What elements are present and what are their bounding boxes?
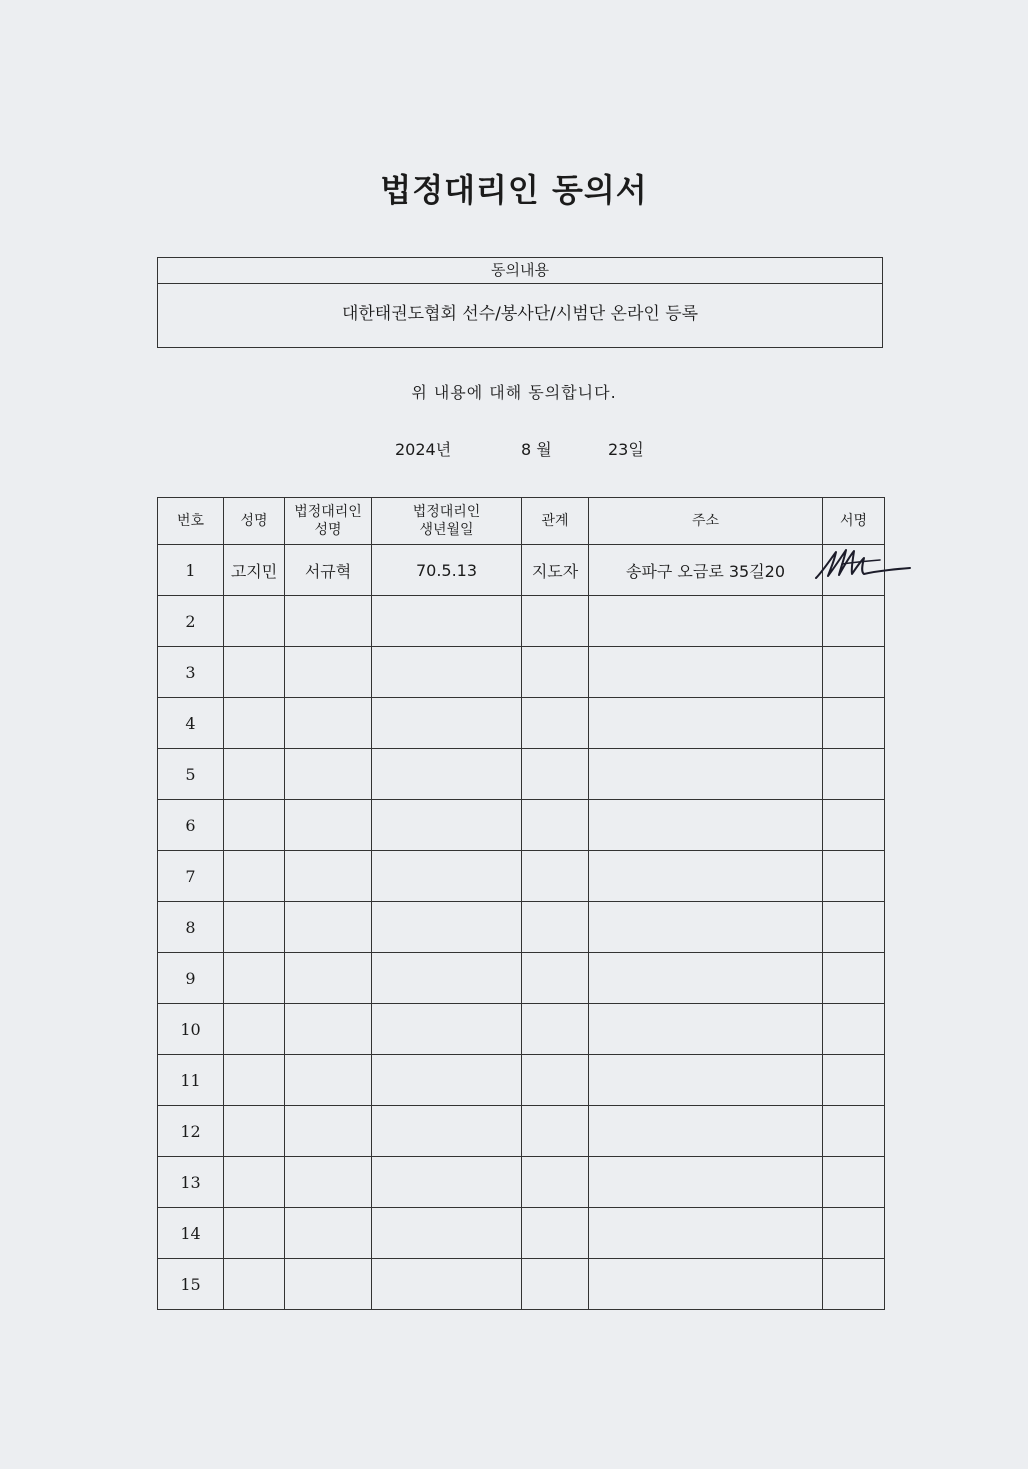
header-guardian-birth-line1: 법정대리인 xyxy=(412,504,481,520)
cell-guardian-birth xyxy=(372,698,522,749)
cell-relation xyxy=(522,698,589,749)
cell-guardian-birth xyxy=(372,902,522,953)
table-row xyxy=(158,1157,885,1208)
cell-guardian-name xyxy=(285,902,372,953)
cell-guardian-birth xyxy=(372,647,522,698)
cell-no: 1 xyxy=(158,545,224,596)
cell-guardian-name xyxy=(285,1208,372,1259)
table-row xyxy=(158,1106,885,1157)
cell-guardian-birth xyxy=(372,1004,522,1055)
cell-relation xyxy=(522,1004,589,1055)
cell-name xyxy=(224,749,285,800)
cell-signature xyxy=(823,902,885,953)
cell-name xyxy=(224,1106,285,1157)
cell-guardian-name xyxy=(285,1157,372,1208)
cell-no: 5 xyxy=(158,749,224,800)
cell-signature xyxy=(823,1157,885,1208)
cell-address xyxy=(589,953,823,1004)
table-row xyxy=(158,1259,885,1310)
cell-guardian-name xyxy=(285,749,372,800)
cell-no: 9 xyxy=(158,953,224,1004)
cell-relation xyxy=(522,1259,589,1310)
table-row xyxy=(158,545,885,596)
cell-guardian-name xyxy=(285,1259,372,1310)
page-title: 법정대리인 동의서 xyxy=(380,171,648,209)
cell-relation: 지도자 xyxy=(522,545,589,596)
cell-signature xyxy=(823,1208,885,1259)
cell-no: 3 xyxy=(158,647,224,698)
cell-relation xyxy=(522,902,589,953)
cell-name xyxy=(224,953,285,1004)
consent-content-box xyxy=(157,257,883,348)
cell-signature xyxy=(823,698,885,749)
cell-name xyxy=(224,1259,285,1310)
cell-no: 7 xyxy=(158,851,224,902)
cell-signature xyxy=(823,647,885,698)
cell-no: 14 xyxy=(158,1208,224,1259)
consent-header: 동의내용 xyxy=(158,258,882,284)
table-row xyxy=(158,1004,885,1055)
cell-guardian-birth xyxy=(372,800,522,851)
header-name: 성명 xyxy=(224,498,285,545)
header-guardian-birth xyxy=(372,498,522,545)
registration-table xyxy=(157,497,885,1310)
cell-guardian-name xyxy=(285,851,372,902)
table-row xyxy=(158,1055,885,1106)
cell-address xyxy=(589,749,823,800)
consent-statement: 위 내용에 대해 동의합니다. xyxy=(411,383,617,402)
header-signature: 서명 xyxy=(823,498,885,545)
cell-guardian-birth xyxy=(372,851,522,902)
cell-guardian-birth xyxy=(372,1106,522,1157)
cell-guardian-name xyxy=(285,1106,372,1157)
cell-relation xyxy=(522,1055,589,1106)
cell-no: 4 xyxy=(158,698,224,749)
cell-name xyxy=(224,800,285,851)
header-guardian-name-line2: 성명 xyxy=(314,522,342,538)
cell-guardian-birth xyxy=(372,953,522,1004)
cell-address xyxy=(589,1208,823,1259)
header-relation: 관계 xyxy=(522,498,589,545)
cell-relation xyxy=(522,1157,589,1208)
cell-guardian-birth xyxy=(372,596,522,647)
table-row xyxy=(158,749,885,800)
cell-relation xyxy=(522,596,589,647)
consent-content: 대한태권도협회 선수/봉사단/시범단 온라인 등록 xyxy=(341,304,699,324)
cell-guardian-name xyxy=(285,647,372,698)
date-month: 8 월 xyxy=(521,440,552,459)
cell-name xyxy=(224,647,285,698)
cell-signature xyxy=(823,1106,885,1157)
cell-signature xyxy=(823,1004,885,1055)
handwritten-signature xyxy=(812,544,916,584)
cell-signature xyxy=(823,800,885,851)
cell-signature xyxy=(823,851,885,902)
table-row xyxy=(158,902,885,953)
cell-address xyxy=(589,647,823,698)
cell-address xyxy=(589,1259,823,1310)
cell-no: 10 xyxy=(158,1004,224,1055)
table-row xyxy=(158,698,885,749)
table-row xyxy=(158,800,885,851)
cell-signature xyxy=(823,1055,885,1106)
cell-name xyxy=(224,1055,285,1106)
cell-relation xyxy=(522,851,589,902)
cell-signature xyxy=(823,749,885,800)
table-header-row xyxy=(158,498,885,545)
cell-guardian-name xyxy=(285,1055,372,1106)
cell-address xyxy=(589,596,823,647)
cell-no: 15 xyxy=(158,1259,224,1310)
cell-guardian-birth xyxy=(372,1208,522,1259)
cell-relation xyxy=(522,647,589,698)
cell-address xyxy=(589,1004,823,1055)
table-row xyxy=(158,851,885,902)
cell-address: 송파구 오금로 35길20 xyxy=(589,545,823,596)
cell-no: 8 xyxy=(158,902,224,953)
cell-address xyxy=(589,1106,823,1157)
cell-guardian-birth xyxy=(372,749,522,800)
cell-no: 11 xyxy=(158,1055,224,1106)
cell-address xyxy=(589,1157,823,1208)
cell-name xyxy=(224,698,285,749)
cell-guardian-birth xyxy=(372,1055,522,1106)
cell-signature xyxy=(823,596,885,647)
cell-signature xyxy=(823,1259,885,1310)
table-row xyxy=(158,596,885,647)
cell-relation xyxy=(522,953,589,1004)
cell-relation xyxy=(522,1208,589,1259)
cell-no: 13 xyxy=(158,1157,224,1208)
cell-no: 12 xyxy=(158,1106,224,1157)
date-day: 23일 xyxy=(608,440,644,459)
header-no: 번호 xyxy=(158,498,224,545)
cell-guardian-birth xyxy=(372,1157,522,1208)
cell-guardian-birth xyxy=(372,1259,522,1310)
cell-name: 고지민 xyxy=(224,545,285,596)
cell-guardian-name xyxy=(285,698,372,749)
cell-guardian-name xyxy=(285,953,372,1004)
table-row xyxy=(158,647,885,698)
header-address: 주소 xyxy=(589,498,823,545)
cell-name xyxy=(224,596,285,647)
cell-guardian-name xyxy=(285,596,372,647)
cell-no: 2 xyxy=(158,596,224,647)
cell-guardian-birth: 70.5.13 xyxy=(372,545,522,596)
cell-name xyxy=(224,902,285,953)
header-guardian-name xyxy=(285,498,372,545)
cell-relation xyxy=(522,749,589,800)
table-row xyxy=(158,953,885,1004)
cell-name xyxy=(224,1157,285,1208)
cell-guardian-name: 서규혁 xyxy=(285,545,372,596)
cell-name xyxy=(224,851,285,902)
cell-address xyxy=(589,851,823,902)
header-guardian-birth-line2: 생년월일 xyxy=(419,522,474,538)
cell-name xyxy=(224,1208,285,1259)
header-guardian-name-line1: 법정대리인 xyxy=(294,504,362,520)
cell-address xyxy=(589,902,823,953)
cell-address xyxy=(589,800,823,851)
cell-name xyxy=(224,1004,285,1055)
cell-relation xyxy=(522,800,589,851)
cell-address xyxy=(589,1055,823,1106)
cell-relation xyxy=(522,1106,589,1157)
cell-guardian-name xyxy=(285,1004,372,1055)
cell-no: 6 xyxy=(158,800,224,851)
table-row xyxy=(158,1208,885,1259)
cell-address xyxy=(589,698,823,749)
date-year: 2024년 xyxy=(395,440,452,459)
cell-guardian-name xyxy=(285,800,372,851)
cell-signature xyxy=(823,953,885,1004)
